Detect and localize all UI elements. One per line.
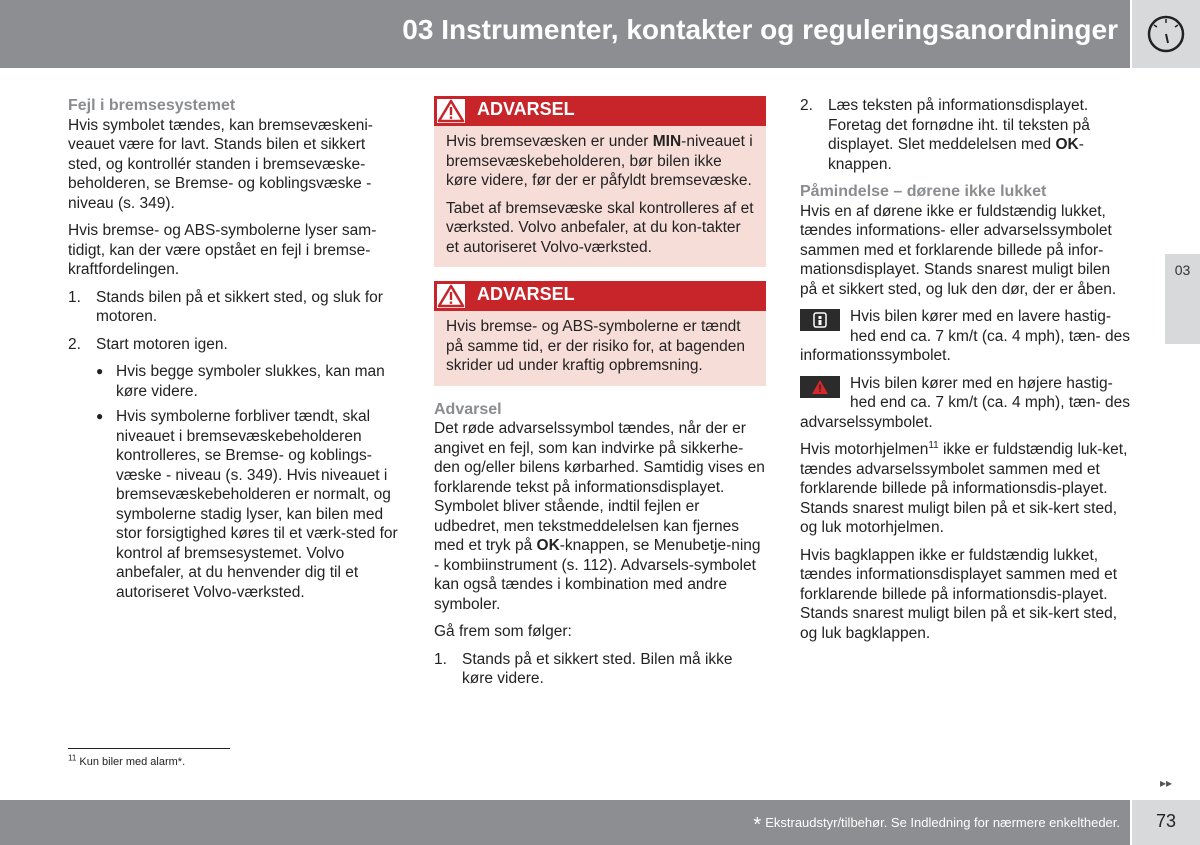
list-item: 1. Stands bilen på et sikkert sted, og sluk for motoren. bbox=[68, 288, 383, 325]
warning-header bbox=[434, 96, 766, 126]
paragraph: Hvis bremsevæsken er under MIN-niveauet i bremsevæskebeholderen, bør bilen ikke køre videre, før der er påfyldt bremsevæske. bbox=[446, 133, 753, 189]
paragraph: Tabet af bremsevæske skal kontrolleres af et værksted. Volvo anbefaler, at du kon-takter et autoriseret Volvo-værksted. bbox=[446, 199, 754, 256]
column-1 bbox=[68, 96, 403, 608]
warning-triangle-icon bbox=[437, 99, 465, 123]
page-header bbox=[0, 0, 1130, 68]
bullet-icon: ● bbox=[96, 364, 104, 378]
paragraph: Gå frem som følger: bbox=[434, 623, 572, 640]
symbol-text: Hvis bilen kører med en lavere hastig-hed end ca. 7 km/t (ca. 4 mph), tæn- des informationssymbolet. bbox=[800, 308, 1131, 364]
footer-note: * Ekstraudstyr/tilbehør. Se Indledning for nærmere enkeltheder. bbox=[753, 814, 1120, 836]
list-item: 1. Stands på et sikkert sted. Bilen må ikke køre videre. bbox=[434, 650, 733, 687]
column-2 bbox=[434, 96, 766, 697]
warning-triangle-icon bbox=[437, 284, 465, 308]
section-heading-warning: Advarsel bbox=[434, 400, 502, 418]
chapter-title: 03 Instrumenter, kontakter og reguleringsanordninger bbox=[402, 14, 1118, 45]
warning-label: ADVARSEL bbox=[477, 99, 575, 119]
side-tab-label: 03 bbox=[1174, 262, 1191, 278]
paragraph: Hvis symbolet tændes, kan bremsevæskeni-veauet være for lavt. Stands bilen et sikkert sted, og kontrollér standen i bremsevæske-beholderen, se Bremse- og koblingsvæske - niveau (s. 349). bbox=[68, 116, 373, 212]
list-item: 2. Læs teksten på informationsdisplayet. Foretag det fornødne iht. til teksten på displayet. Slet meddelelsen med OK-knappen. bbox=[800, 97, 1090, 173]
info-symbol-icon bbox=[800, 309, 840, 331]
warning-header bbox=[434, 281, 766, 311]
footnote-divider bbox=[68, 748, 230, 749]
gauge-icon bbox=[1146, 14, 1186, 54]
list-item: 2. Start motoren igen. bbox=[68, 335, 228, 353]
warning-body bbox=[434, 126, 766, 267]
paragraph: Hvis bagklappen ikke er fuldstændig lukket, tændes informationsdisplayet sammen med et forklarende billede på informationsdis-playet. Stands snarest muligt bilen på et sik-kert sted, og luk bagklappen. bbox=[800, 546, 1118, 642]
paragraph: Hvis bremse- og ABS-symbolerne er tændt på samme tid, er der risiko for, at bagenden skrider ud under kraftig opbremsning. bbox=[446, 318, 745, 374]
next-page-arrows-icon: ▸▸ bbox=[1160, 776, 1173, 790]
warning-label: ADVARSEL bbox=[477, 284, 575, 304]
bullet-icon: ● bbox=[96, 409, 104, 423]
bullet-item: ● Hvis symbolerne forbliver tændt, skal niveauet i bremsevæskebeholderen kontrolleres, se Bremse- og koblings-væske - niveau (s. 349). Hvis niveauet i bremsevæskebeholderen er normalt, og symbolerne stadig lyser, kan bilen med stor forsigtighed køres til et værk-sted for kontrol af bremsesystemet. Volvo anbefaler, at du henvender dig til et autoriseret Volvo-værksted. bbox=[96, 408, 398, 601]
warning-box bbox=[434, 96, 766, 267]
footnote: $^{11}$ Kun biler med alarm*. bbox=[68, 753, 186, 768]
column-3 bbox=[800, 96, 1130, 651]
symbol-text: Hvis bilen kører med en højere hastig-hed end ca. 7 km/t (ca. 4 mph), tæn- des advarselssymbolet. bbox=[800, 374, 1131, 431]
paragraph: Hvis motorhjelmen$^{11}$ ikke er fuldstændig luk-ket, tændes advarselssymbolet sammen med et forklarende billede på informationsdis-playet. Stands snarest muligt bilen på et sik-kert sted, og luk motorhjelmen. bbox=[800, 439, 1128, 536]
paragraph: Det røde advarselssymbol tændes, når der er angivet en fejl, som kan indvirke på sikkerhe-den og/eller bilens kørbarhed. Samtidig vises en forklarende tekst på informationsdisplayet. Symbolet bliver stående, indtil fejlen er udbedret, men tekstmeddelelsen kan fjernes med et tryk på OK-knappen, se Menubetje-ning - kombiinstrument (s. 112). Advarsels-symbolet kan også tændes i kombination med andre symboler. bbox=[434, 420, 765, 613]
header-icon-box bbox=[1132, 0, 1200, 68]
symbol-explanation bbox=[800, 307, 1130, 366]
section-heading-doors-reminder: Påmindelse – dørene ikke lukket bbox=[800, 183, 1047, 200]
chapter-side-tab bbox=[1165, 254, 1200, 344]
warning-box bbox=[434, 281, 766, 386]
page-number: 73 bbox=[1155, 811, 1177, 831]
section-heading-brake-fault: Fejl i bremsesystemet bbox=[68, 97, 236, 114]
paragraph: Hvis bremse- og ABS-symbolerne lyser sam-tidigt, kan der være opstået en fejl i bremse-kraftfordelingen. bbox=[68, 222, 377, 278]
page-number-box bbox=[1132, 800, 1200, 845]
paragraph: Hvis en af dørene ikke er fuldstændig lukket, tændes informations- eller advarselssymbolet sammen med et forklarende billede på infor-mationsdisplayet. Stands snarest muligt bilen på et sikkert sted, og luk den dør, der er åben. bbox=[800, 202, 1117, 298]
asterisk-icon: * bbox=[753, 814, 762, 836]
symbol-explanation bbox=[800, 374, 1130, 433]
footnote-ref: 11 bbox=[928, 439, 939, 451]
warning-symbol-icon bbox=[800, 376, 840, 398]
warning-body bbox=[434, 311, 766, 386]
page-footer bbox=[0, 800, 1130, 845]
bullet-item: ● Hvis begge symboler slukkes, kan man køre videre. bbox=[96, 363, 385, 400]
